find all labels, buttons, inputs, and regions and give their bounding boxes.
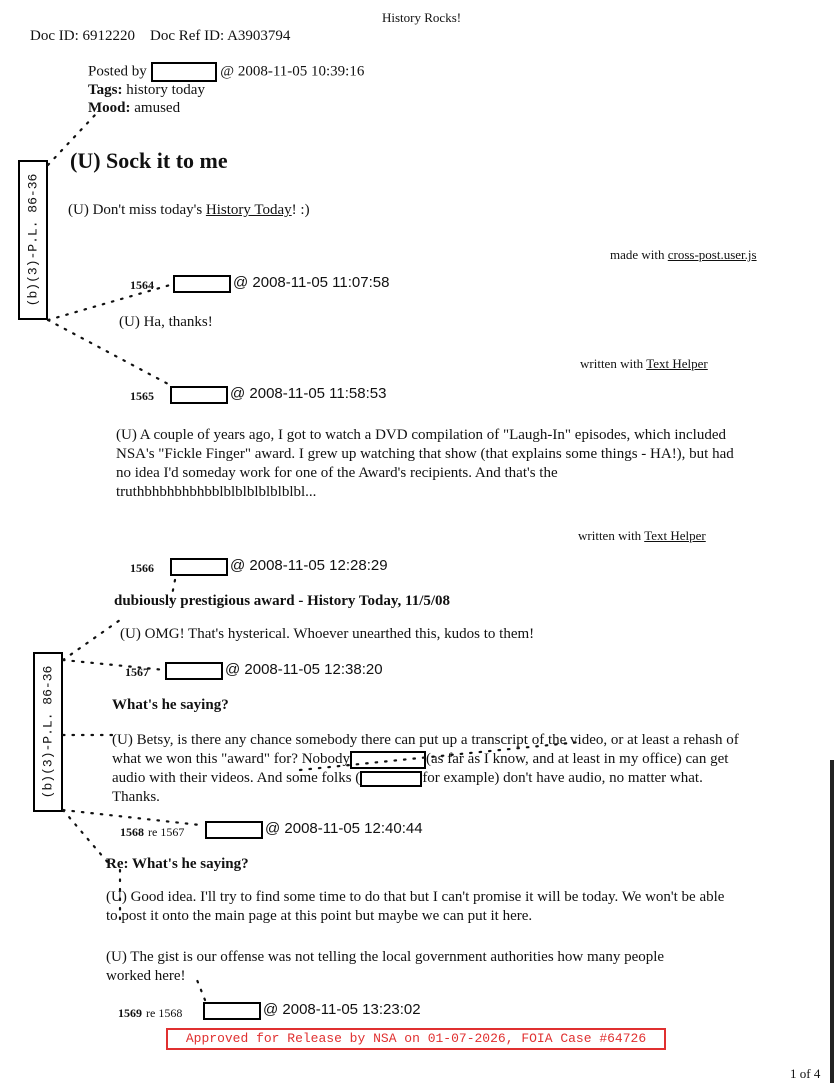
reply-to: re 1568 xyxy=(146,1006,183,1020)
comment-body-part: (U) Betsy, is there any chance somebody there can put up a transcript of the video, or at least a rehash of what we won this "award" for? Nobody xyxy=(112,732,739,767)
leader-line xyxy=(48,115,95,165)
comment-number: 1569 xyxy=(118,1006,142,1020)
text-helper-link[interactable]: Text Helper xyxy=(646,356,708,371)
tags-value: history today xyxy=(126,82,205,98)
comment-timestamp: @ 2008-11-05 12:38:20 xyxy=(225,661,383,678)
comment-body: (U) A couple of years ago, I got to watch a DVD compilation of "Laugh-In" episodes, which included NSA's "Fickle Finger" award. I grew up watching that show (that explains some things - HA!), but had no idea I'd someday work for one of the Award's recipients. And that's the truthbhbhbhbhbblblblblblblblbl... xyxy=(116,427,734,500)
comment-body-part: for example) don't have audio, no matter what. Thanks. xyxy=(112,770,703,805)
leader-line xyxy=(300,742,580,770)
post-body-text: (U) Don't miss today's xyxy=(68,202,206,218)
comment-timestamp: @ 2008-11-05 12:28:29 xyxy=(230,557,388,574)
leader-line xyxy=(63,810,110,865)
mood-label: Mood: xyxy=(88,100,131,116)
document-title: History Rocks! xyxy=(382,10,462,25)
comment-number: 1568 xyxy=(120,825,144,839)
written-with-label: written with xyxy=(578,528,645,543)
comment-body: (U) The gist is our offense was not telling the local government authorities how many people worked here! xyxy=(106,949,665,984)
comment-body-part: (as far as I know, and at least in my office) can get audio with their videos. And some folks ( xyxy=(112,751,729,786)
comment-timestamp: @ 2008-11-05 11:07:58 xyxy=(233,274,390,291)
comment-number: 1565 xyxy=(130,389,154,403)
exemption-label: (b)(3)-P.L. 86-36 xyxy=(40,665,56,799)
comment-number: 1564 xyxy=(130,278,154,292)
posted-timestamp: @ 2008-11-05 10:39:16 xyxy=(220,63,365,80)
leader-line xyxy=(195,975,205,1000)
reply-to: re 1567 xyxy=(148,825,185,839)
comment-body: (U) Ha, thanks! xyxy=(119,314,213,330)
page-number: 1 of 4 xyxy=(790,1066,821,1081)
cross-post-link[interactable]: cross-post.user.js xyxy=(667,247,757,262)
leader-line xyxy=(170,580,175,605)
comment-timestamp: @ 2008-11-05 11:58:53 xyxy=(230,385,387,402)
written-with-label: written with xyxy=(580,356,647,371)
post-body-suffix: ! :) xyxy=(291,202,310,218)
comment-title: dubiously prestigious award - History Today, 11/5/08 xyxy=(114,593,451,609)
mood-value: amused xyxy=(134,100,181,116)
post-title: (U) Sock it to me xyxy=(70,148,228,173)
leader-line xyxy=(48,285,170,320)
exemption-label: (b)(3)-P.L. 86-36 xyxy=(25,173,41,307)
comment-timestamp: @ 2008-11-05 13:23:02 xyxy=(263,1001,421,1018)
leader-line xyxy=(48,320,170,385)
leader-line xyxy=(63,810,200,825)
history-today-link[interactable]: History Today xyxy=(205,202,292,218)
comment-body: (U) Good idea. I'll try to find some time to do that but I can't promise it will be today. We won't be able to post it onto the main page at this point but maybe we can put it here. xyxy=(106,889,725,924)
comment-number: 1566 xyxy=(130,561,154,575)
comment-number: 1567 xyxy=(125,665,149,679)
leader-line xyxy=(63,620,120,660)
comment-title: What's he saying? xyxy=(112,697,229,713)
posted-by-label: Posted by xyxy=(88,63,147,80)
comment-body: (U) OMG! That's hysterical. Whoever unearthed this, kudos to them! xyxy=(120,626,535,642)
text-helper-link[interactable]: Text Helper xyxy=(644,528,706,543)
comment-timestamp: @ 2008-11-05 12:40:44 xyxy=(265,820,423,837)
release-stamp: Approved for Release by NSA on 01-07-2026, FOIA Case #64726 xyxy=(166,1028,666,1050)
made-with-label: made with xyxy=(610,247,668,262)
leader-line xyxy=(63,660,165,670)
comment-title: Re: What's he saying? xyxy=(106,856,249,872)
doc-id: Doc ID: 6912220 xyxy=(30,28,135,44)
doc-ref-id: Doc Ref ID: A3903794 xyxy=(150,28,291,44)
tags-label: Tags: xyxy=(88,82,123,98)
